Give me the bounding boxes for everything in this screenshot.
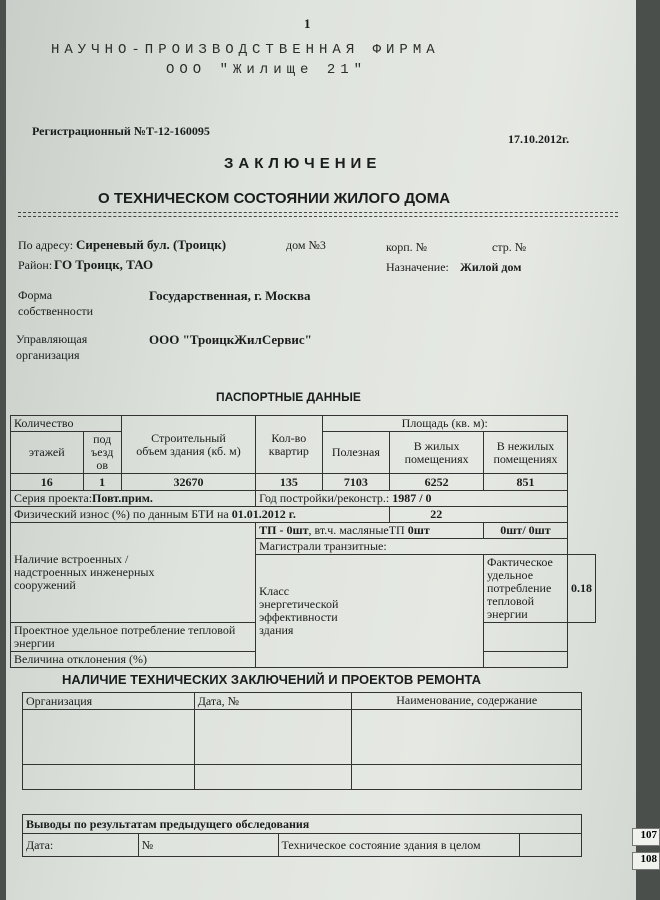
useful-area-header: Полезная <box>322 432 390 474</box>
building-number: корп. № <box>386 240 428 254</box>
actual-consumption: Фактическое удельное потребление тепловой энергии <box>484 555 568 623</box>
divider <box>18 216 618 217</box>
volume-header: Строительный объем здания (кб. м) <box>121 416 255 474</box>
structure-number: стр. № <box>492 240 527 254</box>
deviation-value <box>484 652 568 668</box>
apartments-value: 135 <box>256 474 322 491</box>
divider <box>18 212 618 213</box>
management-label: организация <box>16 348 80 362</box>
district-value: ГО Троицк, ТАО <box>54 257 154 272</box>
purpose-value: Жилой дом <box>460 260 522 274</box>
ownership-value: Государственная, г. Москва <box>149 288 311 303</box>
area-header: Площадь (кв. м): <box>322 416 567 432</box>
repairs-col-name: Наименование, содержание <box>352 693 582 710</box>
conclusion-number-label: № <box>138 834 278 857</box>
conclusion-state-label: Техническое состояние здания в целом <box>278 834 520 857</box>
wear-value: 22 <box>390 507 568 523</box>
deviation-row: Величина отклонения (%) <box>11 652 256 668</box>
conclusions-table <box>22 814 582 857</box>
company-line-2: ООО "Жилище 21" <box>166 62 368 78</box>
doc-subtitle: О ТЕХНИЧЕСКОМ СОСТОЯНИИ ЖИЛОГО ДОМА <box>98 190 451 207</box>
repairs-table <box>22 692 582 790</box>
entrances-header: под ъезд ов <box>83 432 121 474</box>
conclusion-date-label: Дата: <box>23 834 139 857</box>
energy-class-label: Класс энергетической эффективности здания <box>256 555 484 668</box>
floors-value: 16 <box>11 474 84 491</box>
repairs-heading: НАЛИЧИЕ ТЕХНИЧЕСКИХ ЗАКЛЮЧЕНИЙ И ПРОЕКТОВ РЕМОНТА <box>62 672 481 687</box>
passport-heading: ПАСПОРТНЫЕ ДАННЫЕ <box>216 390 361 404</box>
management-label: Управляющая <box>16 332 88 346</box>
mains-row: Магистрали транзитные: <box>256 539 568 555</box>
nonliving-area-header: В нежилых помещениях <box>484 432 568 474</box>
floors-header: этажей <box>11 432 84 474</box>
wear-row: Физический износ (%) по данным БТИ на 01.01.2012 г. <box>11 507 390 523</box>
design-consumption: Проектное удельное потребление тепловой энергии <box>11 623 256 652</box>
entrances-value: 1 <box>83 474 121 491</box>
document-page <box>6 0 636 900</box>
purpose-label: Назначение: <box>386 260 449 274</box>
repairs-col-org: Организация <box>23 693 195 710</box>
volume-value: 32670 <box>121 474 255 491</box>
useful-area-value: 7103 <box>322 474 390 491</box>
year-row: Год постройки/реконстр.: 1987 / 0 <box>256 491 568 507</box>
tp-total: 0шт/ 0шт <box>484 523 568 539</box>
nonliving-area-value: 851 <box>484 474 568 491</box>
doc-title: ЗАКЛЮЧЕНИЕ <box>224 155 382 172</box>
district-label: Район: <box>18 258 53 272</box>
conclusion-state-value <box>520 834 582 857</box>
ownership-label: собственности <box>18 304 94 318</box>
apartments-header: Кол-во квартир <box>256 416 322 474</box>
registration-number: Регистрационный №Т-12-160095 <box>32 124 210 138</box>
table-row <box>23 765 582 790</box>
table-row <box>23 710 582 765</box>
company-line-1: НАУЧНО-ПРОИЗВОДСТВЕННАЯ ФИРМА <box>51 42 440 58</box>
design-consumption-value <box>484 623 568 652</box>
repairs-col-date: Дата, № <box>194 693 352 710</box>
management-value: ООО "ТроицкЖилСервис" <box>149 332 312 347</box>
page-number: 1 <box>304 16 311 31</box>
house-number: дом №3 <box>286 238 326 252</box>
address-label: По адресу: <box>18 238 74 252</box>
actual-consumption-value: 0.18 <box>568 555 596 623</box>
quantity-header: Количество <box>11 416 122 432</box>
series-row: Серия проекта:Повт.прим. <box>11 491 256 507</box>
address-value: Сиреневый бул. (Троицк) <box>76 237 227 252</box>
conclusions-heading: Выводы по результатам предыдущего обследования <box>23 815 582 834</box>
living-area-value: 6252 <box>390 474 484 491</box>
ownership-label: Форма <box>18 288 53 302</box>
registration-date: 17.10.2012г. <box>508 132 570 146</box>
living-area-header: В жилых помещениях <box>390 432 484 474</box>
engineering-label: Наличие встроенных / надстроенных инженерных сооружений <box>11 523 256 623</box>
page-tab-108: 108 <box>632 852 660 870</box>
page-tab-107: 107 <box>632 828 660 846</box>
tp-row: ТП - 0шт, вт.ч. масляныеТП 0шт <box>256 523 484 539</box>
passport-table <box>10 415 596 668</box>
